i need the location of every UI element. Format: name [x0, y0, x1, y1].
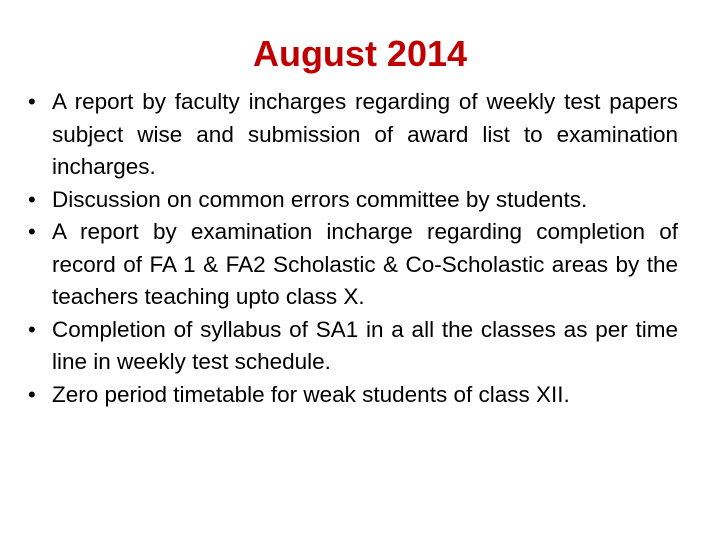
slide-title: August 2014: [252, 33, 468, 74]
bullet-item: [28, 379, 678, 412]
bullet-item: [28, 86, 678, 184]
bullet-text: Discussion on common errors committee by students.: [52, 186, 588, 212]
bullet-text: Zero period timetable for weak students of class XII.: [52, 381, 570, 407]
bullet-icon: •: [28, 316, 36, 342]
bullet-icon: •: [28, 219, 36, 244]
bullet-text: Completion of syllabus of SA1 in a all the classes as per time line in weekly test schedule.: [52, 316, 678, 374]
bullet-text: A report by examination incharge regarding completion of record of FA 1 & FA2 Scholastic & Co-Scholastic areas by the teachers teaching upto class X.: [52, 219, 678, 309]
bullet-text: A report by faculty incharges regarding of weekly test papers subject wise and submission of award list to examination incharges.: [52, 89, 678, 179]
bullet-icon: •: [28, 89, 36, 114]
bullet-item: [28, 184, 678, 217]
bullet-list: [28, 86, 678, 411]
bullet-icon: •: [28, 186, 36, 212]
bullet-item: [28, 314, 678, 379]
bullet-item: [28, 216, 678, 314]
bullet-icon: •: [28, 381, 36, 407]
